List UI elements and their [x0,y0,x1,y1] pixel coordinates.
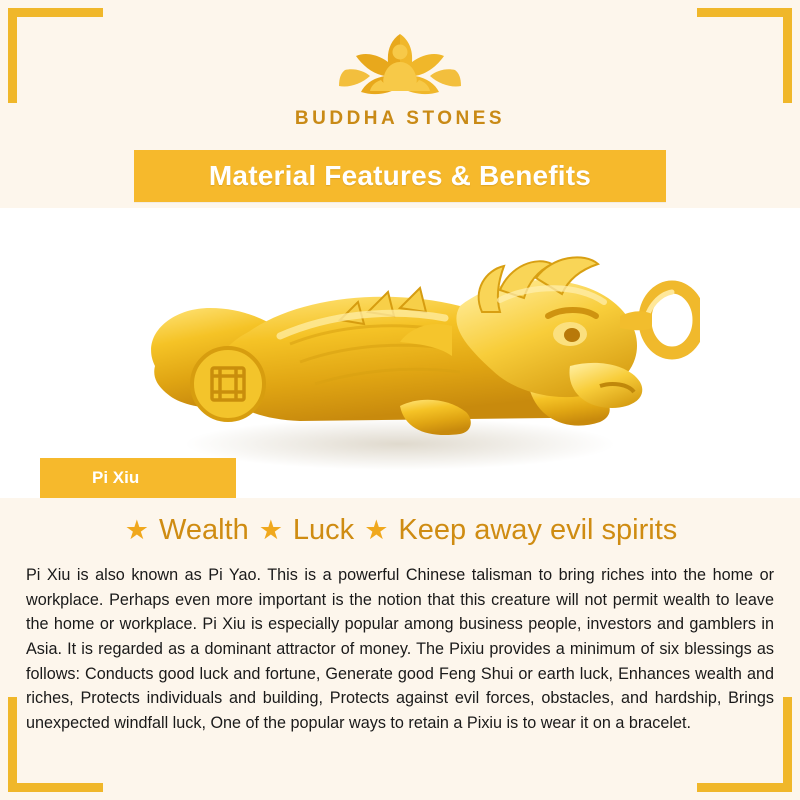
product-label-tab [40,458,236,498]
benefits-row [24,514,776,547]
content-section [0,498,800,800]
corner-frame-bottom-right [697,697,792,792]
product-image-section [0,208,800,498]
description-text: Pi Xiu is also known as Pi Yao. This is a powerful Chinese talisman to bring riches into the home or workplace. Perhaps even more important is the notion that this creature will not permit wealth to leave the home or workplace. Pi Xiu is especially popular among business people, investors and gamblers in Asia. It is regarded as a dominant attractor of money. The Pixiu provides a minimum of six blessings as follows: Conducts good luck and fortune, Generate good Feng Shui or earth luck, Enhances wealth and riches, Protects individuals and building, Protects against evil forces, obstacles, and hardship, Brings unexpected windfall luck, One of the popular ways to retain a Pixiu is to wear it on a bracelet. [26,566,774,732]
lotus-meditation-figure-icon [325,18,475,104]
corner-frame-top-right [697,8,792,103]
gold-pixiu-pendant-image [100,216,700,491]
product-stage [0,208,800,498]
corner-frame-top-left [8,8,103,103]
benefit-item-luck: Luck [292,514,355,546]
page-title: Material Features & Benefits [208,160,592,191]
star-icon: ★ [258,515,283,545]
title-banner [134,150,666,202]
star-icon: ★ [124,515,149,545]
brand-header [0,0,800,150]
product-label: Pi Xiu [92,468,140,487]
benefit-item-wealth: Wealth [158,514,249,546]
star-icon: ★ [364,515,389,545]
brand-name: BUDDHA STONES [294,108,506,129]
benefit-item-keep-away-evil-spirits: Keep away evil spirits [398,514,678,546]
corner-frame-bottom-left [8,697,103,792]
title-band [0,150,800,208]
